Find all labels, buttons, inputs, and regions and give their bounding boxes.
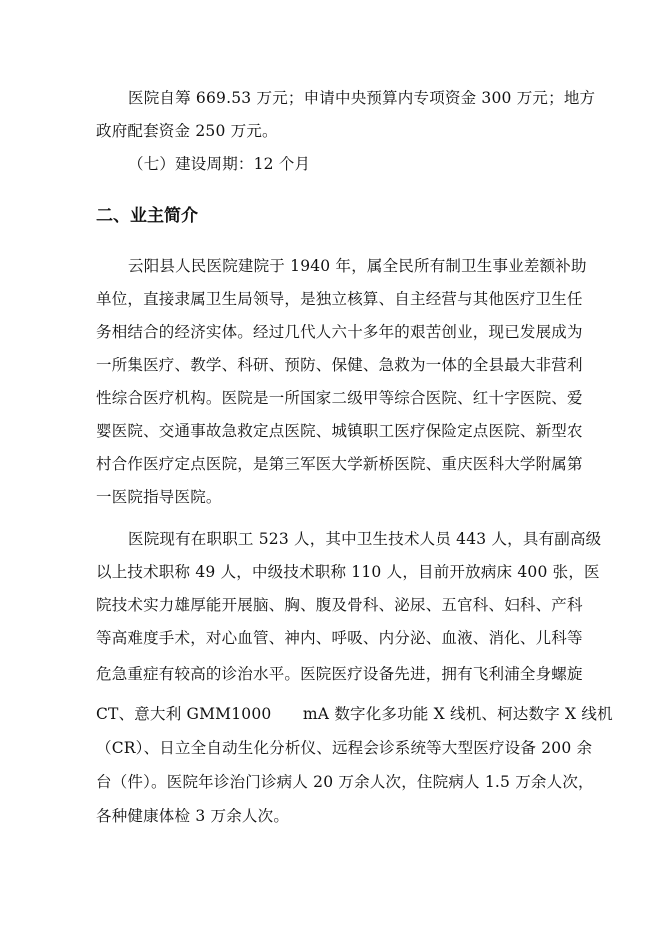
paragraph-line: 以上技术职称 49 人，中级技术职称 110 人，目前开放病床 400 张，医: [96, 563, 600, 581]
paragraph-line: 医院现有在职职工 523 人，其中卫生技术人员 443 人，具有副高级: [128, 530, 602, 548]
paragraph-line: 台（件）。医院年诊治门诊病人 20 万余人次，住院病人 1.5 万余人次，: [96, 773, 594, 791]
paragraph-line: 等高难度手术，对心血管、神内、呼吸、内分泌、血液、消化、儿科等: [96, 629, 583, 647]
paragraph-line: （CR）、日立全自动生化分析仪、远程会诊系统等大型医疗设备 200 余: [96, 739, 593, 757]
paragraph-line: 各种健康体检 3 万余人次。: [96, 807, 290, 825]
paragraph-line: 云阳县人民医院建院于 1940 年，属全民所有制卫生事业差额补助: [128, 257, 587, 275]
funding-line-2: 政府配套资金 250 万元。: [96, 122, 278, 140]
paragraph-line: 务相结合的经济实体。经过几代人六十多年的艰苦创业，现已发展成为: [96, 323, 583, 341]
paragraph-line: 单位，直接隶属卫生局领导，是独立核算、自主经营与其他医疗卫生任: [96, 290, 583, 308]
paragraph-line: 危急重症有较高的诊治水平。医院医疗设备先进，拥有飞利浦全身螺旋: [96, 665, 583, 683]
paragraph-line: 院技术实力雄厚能开展脑、胸、腹及骨科、泌尿、五官科、妇科、产科: [96, 596, 583, 614]
paragraph-line: 性综合医疗机构。医院是一所国家二级甲等综合医院、红十字医院、爱: [96, 389, 583, 407]
paragraph-line: 一所集医疗、教学、科研、预防、保健、急救为一体的全县最大非营利: [96, 356, 583, 374]
section-heading-owner-intro: 二、业主简介: [96, 206, 198, 226]
paragraph-line: CT、意大利 GMM1000 mA 数字化多功能 X 线机、柯达数字 X 线机: [96, 705, 613, 723]
paragraph-line: 一医院指导医院。: [96, 488, 222, 506]
funding-line-1: 医院自筹 669.53 万元；申请中央预算内专项资金 300 万元；地方: [128, 89, 596, 107]
paragraph-line: 婴医院、交通事故急救定点医院、城镇职工医疗保险定点医院、新型农: [96, 422, 583, 440]
paragraph-line: 村合作医疗定点医院，是第三军医大学新桥医院、重庆医科大学附属第: [96, 455, 583, 473]
construction-period: （七）建设周期：12 个月: [128, 155, 311, 173]
